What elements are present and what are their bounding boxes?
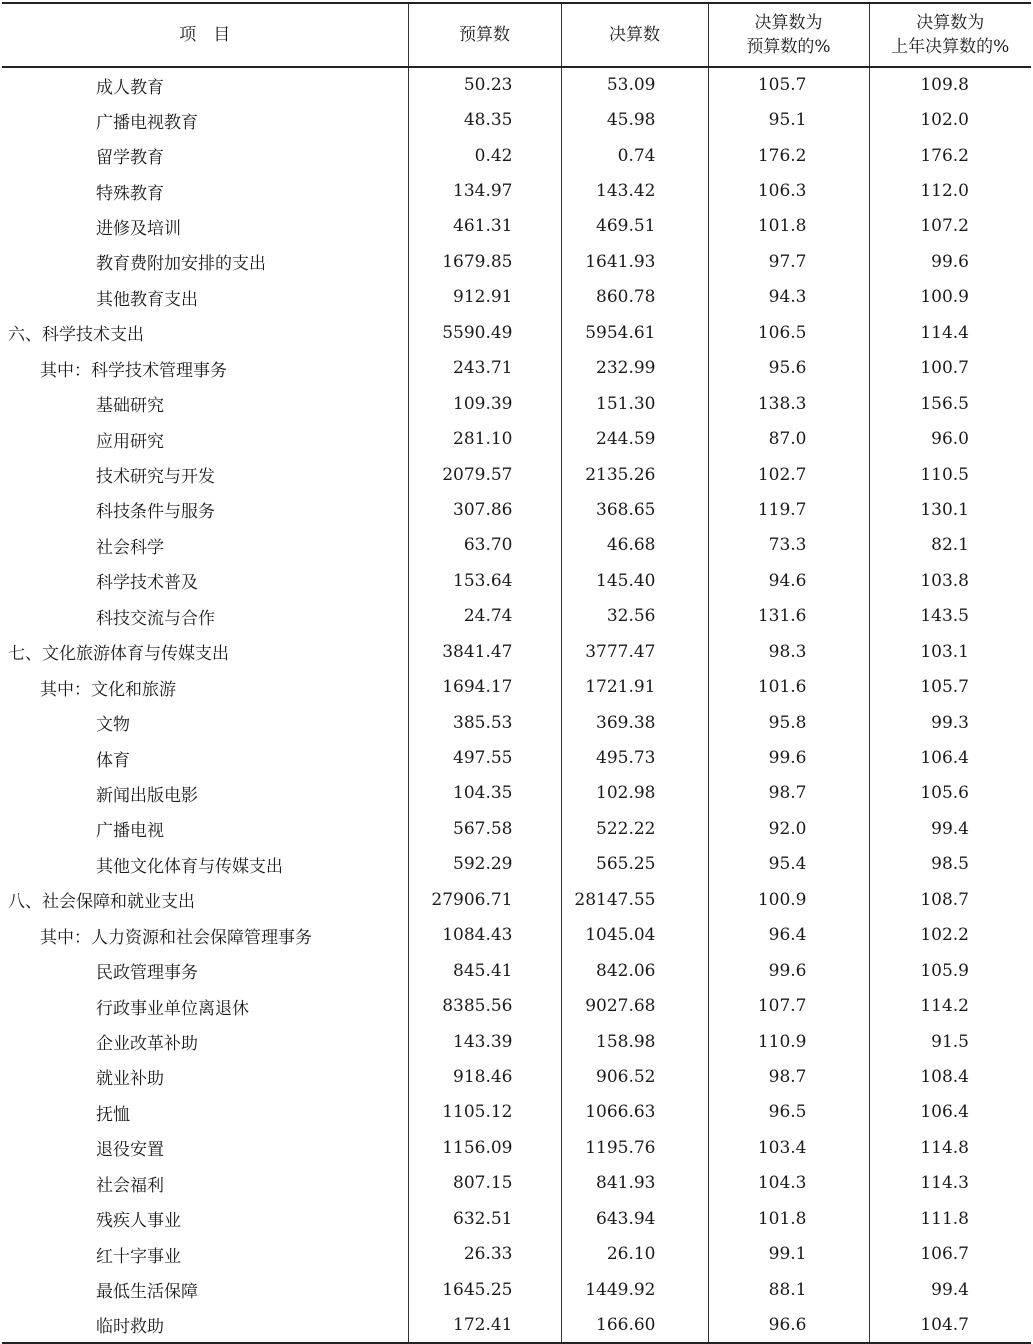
row-final: 5954.61 <box>561 315 708 350</box>
row-final: 46.68 <box>561 528 708 563</box>
row-pct-prev: 106.4 <box>869 740 1031 775</box>
row-pct-budget: 101.8 <box>708 1201 869 1236</box>
row-pct-prev: 103.8 <box>869 563 1031 598</box>
row-pct-prev: 176.2 <box>869 138 1031 173</box>
table-row <box>2 563 1031 598</box>
row-pct-prev: 91.5 <box>869 1024 1031 1059</box>
row-pct-budget: 98.7 <box>708 776 869 811</box>
row-final: 151.30 <box>561 386 708 421</box>
row-budget: 8385.56 <box>408 988 561 1023</box>
table-row <box>2 173 1031 208</box>
row-pct-prev: 108.7 <box>869 882 1031 917</box>
table-row <box>2 315 1031 350</box>
table-row <box>2 1236 1031 1271</box>
row-final: 143.42 <box>561 173 708 208</box>
row-item-name: 进修及培训 <box>96 218 181 239</box>
row-pct-budget: 95.4 <box>708 847 869 882</box>
row-pct-budget: 96.5 <box>708 1095 869 1130</box>
row-budget: 109.39 <box>408 386 561 421</box>
row-item-name: 留学教育 <box>96 148 164 169</box>
row-pct-budget: 96.6 <box>708 1307 869 1342</box>
table-row <box>2 67 1031 102</box>
row-pct-prev: 112.0 <box>869 173 1031 208</box>
row-item-name: 广播电视教育 <box>96 112 198 133</box>
row-pct-budget: 110.9 <box>708 1024 869 1059</box>
header-pct-budget-line2: 预算数的% <box>746 37 831 57</box>
row-pct-prev: 100.9 <box>869 280 1031 315</box>
table-row <box>2 492 1031 527</box>
row-pct-budget: 88.1 <box>708 1272 869 1307</box>
header-pct-prev-line2: 上年决算数的% <box>891 37 1010 57</box>
row-budget: 385.53 <box>408 705 561 740</box>
table-row <box>2 953 1031 988</box>
header-pct-prev-line1: 决算数为 <box>916 13 985 33</box>
row-pct-budget: 95.6 <box>708 351 869 386</box>
row-item-name: 临时救助 <box>2 1307 408 1342</box>
table-row <box>2 1272 1031 1307</box>
row-pct-prev: 111.8 <box>869 1201 1031 1236</box>
table-row <box>2 244 1031 279</box>
row-pct-prev: 114.4 <box>869 315 1031 350</box>
row-budget: 1679.85 <box>408 244 561 279</box>
table-row <box>2 669 1031 704</box>
row-budget: 243.71 <box>408 351 561 386</box>
row-final: 842.06 <box>561 953 708 988</box>
row-pct-prev: 82.1 <box>869 528 1031 563</box>
row-item-name: 民政管理事务 <box>96 963 198 984</box>
table-row <box>2 1024 1031 1059</box>
row-pct-budget: 119.7 <box>708 492 869 527</box>
table-row <box>2 847 1031 882</box>
row-pct-budget: 100.9 <box>708 882 869 917</box>
row-pct-budget: 103.4 <box>708 1130 869 1165</box>
row-item-name: 抚恤 <box>96 1104 130 1125</box>
row-item-name: 文物 <box>96 715 130 736</box>
row-budget: 0.42 <box>408 138 561 173</box>
header-row <box>2 3 1031 67</box>
row-pct-prev: 105.9 <box>869 953 1031 988</box>
row-final: 1045.04 <box>561 918 708 953</box>
row-budget: 497.55 <box>408 740 561 775</box>
table-row <box>2 599 1031 634</box>
table-row <box>2 1095 1031 1130</box>
row-pct-budget: 94.6 <box>708 563 869 598</box>
row-budget: 63.70 <box>408 528 561 563</box>
header-item-label: 项 目 <box>179 25 231 45</box>
header-pct-prev <box>869 3 1031 67</box>
row-pct-prev: 105.6 <box>869 776 1031 811</box>
row-pct-prev: 143.5 <box>869 599 1031 634</box>
row-budget: 2079.57 <box>408 457 561 492</box>
row-budget: 807.15 <box>408 1166 561 1201</box>
row-final: 906.52 <box>561 1059 708 1094</box>
row-item-name: 其中：科学技术管理事务 <box>40 360 227 381</box>
row-pct-prev: 102.0 <box>869 102 1031 137</box>
table-row <box>2 634 1031 669</box>
row-item-name: 基础研究 <box>96 396 164 417</box>
table-row <box>2 457 1031 492</box>
row-final: 3777.47 <box>561 634 708 669</box>
row-budget: 461.31 <box>408 209 561 244</box>
row-item-name: 广播电视 <box>96 821 164 842</box>
row-item-name: 社会福利 <box>96 1175 164 1196</box>
header-pct-budget-line1: 决算数为 <box>754 13 823 33</box>
header-item <box>2 3 408 67</box>
row-pct-prev: 114.2 <box>869 988 1031 1023</box>
row-final: 1721.91 <box>561 669 708 704</box>
row-pct-budget: 95.1 <box>708 102 869 137</box>
row-pct-prev: 110.5 <box>869 457 1031 492</box>
row-budget: 3841.47 <box>408 634 561 669</box>
table-row <box>2 209 1031 244</box>
row-item-name: 退役安置 <box>96 1140 164 1161</box>
row-item-name: 社会科学 <box>96 537 164 558</box>
row-pct-budget: 104.3 <box>708 1166 869 1201</box>
row-item-name: 科技交流与合作 <box>96 608 215 629</box>
row-final: 369.38 <box>561 705 708 740</box>
row-item-name: 其他教育支出 <box>96 289 198 310</box>
row-final: 469.51 <box>561 209 708 244</box>
row-item-name: 应用研究 <box>96 431 164 452</box>
row-item-name: 七、文化旅游体育与传媒支出 <box>8 644 229 665</box>
row-final: 166.60 <box>561 1307 708 1342</box>
row-pct-prev: 99.4 <box>869 1272 1031 1307</box>
row-item-name: 行政事业单位离退休 <box>96 998 249 1019</box>
row-budget: 918.46 <box>408 1059 561 1094</box>
row-pct-prev: 96.0 <box>869 421 1031 456</box>
table-row <box>2 421 1031 456</box>
row-final: 45.98 <box>561 102 708 137</box>
row-budget: 5590.49 <box>408 315 561 350</box>
row-budget: 104.35 <box>408 776 561 811</box>
row-pct-budget: 87.0 <box>708 421 869 456</box>
row-pct-prev: 99.3 <box>869 705 1031 740</box>
row-pct-budget: 98.7 <box>708 1059 869 1094</box>
table-row <box>2 705 1031 740</box>
row-pct-prev: 107.2 <box>869 209 1031 244</box>
row-final: 145.40 <box>561 563 708 598</box>
table-row <box>2 1059 1031 1094</box>
row-budget: 50.23 <box>408 67 561 102</box>
table-row <box>2 1307 1031 1342</box>
row-pct-budget: 131.6 <box>708 599 869 634</box>
row-item-name: 其中：文化和旅游 <box>40 679 176 700</box>
row-item-name: 就业补助 <box>96 1069 164 1090</box>
row-pct-prev: 106.7 <box>869 1236 1031 1271</box>
row-pct-budget: 96.4 <box>708 918 869 953</box>
header-pct-budget <box>708 3 869 67</box>
table-row <box>2 1130 1031 1165</box>
table-row <box>2 528 1031 563</box>
row-pct-budget: 95.8 <box>708 705 869 740</box>
row-item-name: 企业改革补助 <box>96 1034 198 1055</box>
table-row <box>2 882 1031 917</box>
row-pct-prev: 104.7 <box>869 1307 1031 1342</box>
table-row <box>2 918 1031 953</box>
row-budget: 26.33 <box>408 1236 561 1271</box>
row-final: 0.74 <box>561 138 708 173</box>
row-pct-prev: 106.4 <box>869 1095 1031 1130</box>
table-row <box>2 280 1031 315</box>
table-row <box>2 811 1031 846</box>
row-budget: 172.41 <box>408 1307 561 1342</box>
row-pct-budget: 99.1 <box>708 1236 869 1271</box>
row-final: 102.98 <box>561 776 708 811</box>
table-body <box>2 67 1031 1343</box>
table-row <box>2 1201 1031 1236</box>
row-final: 1641.93 <box>561 244 708 279</box>
row-budget: 1084.43 <box>408 918 561 953</box>
row-item-name: 成人教育 <box>96 77 164 98</box>
row-item-name: 教育费附加安排的支出 <box>96 254 266 275</box>
row-final: 53.09 <box>561 67 708 102</box>
table-row <box>2 351 1031 386</box>
row-item-name: 体育 <box>96 750 130 771</box>
table-row <box>2 138 1031 173</box>
table-header <box>2 3 1031 67</box>
row-budget: 1105.12 <box>408 1095 561 1130</box>
row-budget: 134.97 <box>408 173 561 208</box>
row-budget: 1694.17 <box>408 669 561 704</box>
row-final: 522.22 <box>561 811 708 846</box>
row-final: 1066.63 <box>561 1095 708 1130</box>
row-item-name: 其他文化体育与传媒支出 <box>96 856 283 877</box>
row-budget: 912.91 <box>408 280 561 315</box>
row-final: 368.65 <box>561 492 708 527</box>
row-pct-budget: 101.6 <box>708 669 869 704</box>
row-final: 1449.92 <box>561 1272 708 1307</box>
table-row <box>2 102 1031 137</box>
row-budget: 1645.25 <box>408 1272 561 1307</box>
row-item-name: 最低生活保障 <box>96 1282 198 1303</box>
table-row <box>2 776 1031 811</box>
row-pct-budget: 106.3 <box>708 173 869 208</box>
row-pct-prev: 109.8 <box>869 67 1031 102</box>
row-budget: 307.86 <box>408 492 561 527</box>
row-item-name: 技术研究与开发 <box>96 467 215 488</box>
row-final: 495.73 <box>561 740 708 775</box>
row-item-name: 科学技术普及 <box>96 573 198 594</box>
row-budget: 153.64 <box>408 563 561 598</box>
row-final: 565.25 <box>561 847 708 882</box>
row-budget: 24.74 <box>408 599 561 634</box>
row-budget: 845.41 <box>408 953 561 988</box>
row-pct-prev: 108.4 <box>869 1059 1031 1094</box>
row-budget: 567.58 <box>408 811 561 846</box>
row-pct-budget: 73.3 <box>708 528 869 563</box>
row-pct-prev: 98.5 <box>869 847 1031 882</box>
row-item-name: 红十字事业 <box>96 1246 181 1267</box>
header-budget: 预算数 <box>408 3 561 67</box>
table-row <box>2 386 1031 421</box>
row-item-name: 新闻出版电影 <box>96 785 198 806</box>
row-final: 158.98 <box>561 1024 708 1059</box>
row-item-name: 科技条件与服务 <box>96 502 215 523</box>
row-final: 2135.26 <box>561 457 708 492</box>
row-item-name: 八、社会保障和就业支出 <box>8 892 195 913</box>
row-pct-prev: 99.6 <box>869 244 1031 279</box>
row-pct-budget: 105.7 <box>708 67 869 102</box>
row-pct-prev: 114.8 <box>869 1130 1031 1165</box>
table-row <box>2 988 1031 1023</box>
header-final: 决算数 <box>561 3 708 67</box>
table-row <box>2 740 1031 775</box>
row-final: 244.59 <box>561 421 708 456</box>
row-budget: 143.39 <box>408 1024 561 1059</box>
row-pct-budget: 101.8 <box>708 209 869 244</box>
row-final: 643.94 <box>561 1201 708 1236</box>
row-pct-budget: 99.6 <box>708 953 869 988</box>
row-final: 28147.55 <box>561 882 708 917</box>
row-pct-budget: 176.2 <box>708 138 869 173</box>
row-pct-budget: 106.5 <box>708 315 869 350</box>
row-item-name: 残疾人事业 <box>96 1211 181 1232</box>
row-pct-prev: 130.1 <box>869 492 1031 527</box>
row-pct-prev: 105.7 <box>869 669 1031 704</box>
table-row <box>2 1166 1031 1201</box>
row-final: 232.99 <box>561 351 708 386</box>
row-pct-prev: 99.4 <box>869 811 1031 846</box>
row-item-name: 其中：人力资源和社会保障管理事务 <box>40 927 312 948</box>
row-pct-prev: 100.7 <box>869 351 1031 386</box>
row-budget: 592.29 <box>408 847 561 882</box>
row-final: 860.78 <box>561 280 708 315</box>
row-final: 9027.68 <box>561 988 708 1023</box>
row-item-name: 特殊教育 <box>96 183 164 204</box>
row-pct-prev: 114.3 <box>869 1166 1031 1201</box>
row-pct-budget: 92.0 <box>708 811 869 846</box>
row-pct-prev: 156.5 <box>869 386 1031 421</box>
row-pct-budget: 138.3 <box>708 386 869 421</box>
row-pct-budget: 102.7 <box>708 457 869 492</box>
row-budget: 27906.71 <box>408 882 561 917</box>
row-budget: 1156.09 <box>408 1130 561 1165</box>
row-budget: 632.51 <box>408 1201 561 1236</box>
row-budget: 48.35 <box>408 102 561 137</box>
budget-table <box>2 2 1031 1344</box>
row-final: 32.56 <box>561 599 708 634</box>
row-pct-budget: 94.3 <box>708 280 869 315</box>
row-pct-prev: 102.2 <box>869 918 1031 953</box>
row-pct-budget: 99.6 <box>708 740 869 775</box>
row-pct-budget: 97.7 <box>708 244 869 279</box>
row-final: 841.93 <box>561 1166 708 1201</box>
row-budget: 281.10 <box>408 421 561 456</box>
row-pct-prev: 103.1 <box>869 634 1031 669</box>
row-pct-budget: 107.7 <box>708 988 869 1023</box>
row-final: 26.10 <box>561 1236 708 1271</box>
row-final: 1195.76 <box>561 1130 708 1165</box>
row-item-name: 六、科学技术支出 <box>8 325 144 346</box>
row-pct-budget: 98.3 <box>708 634 869 669</box>
